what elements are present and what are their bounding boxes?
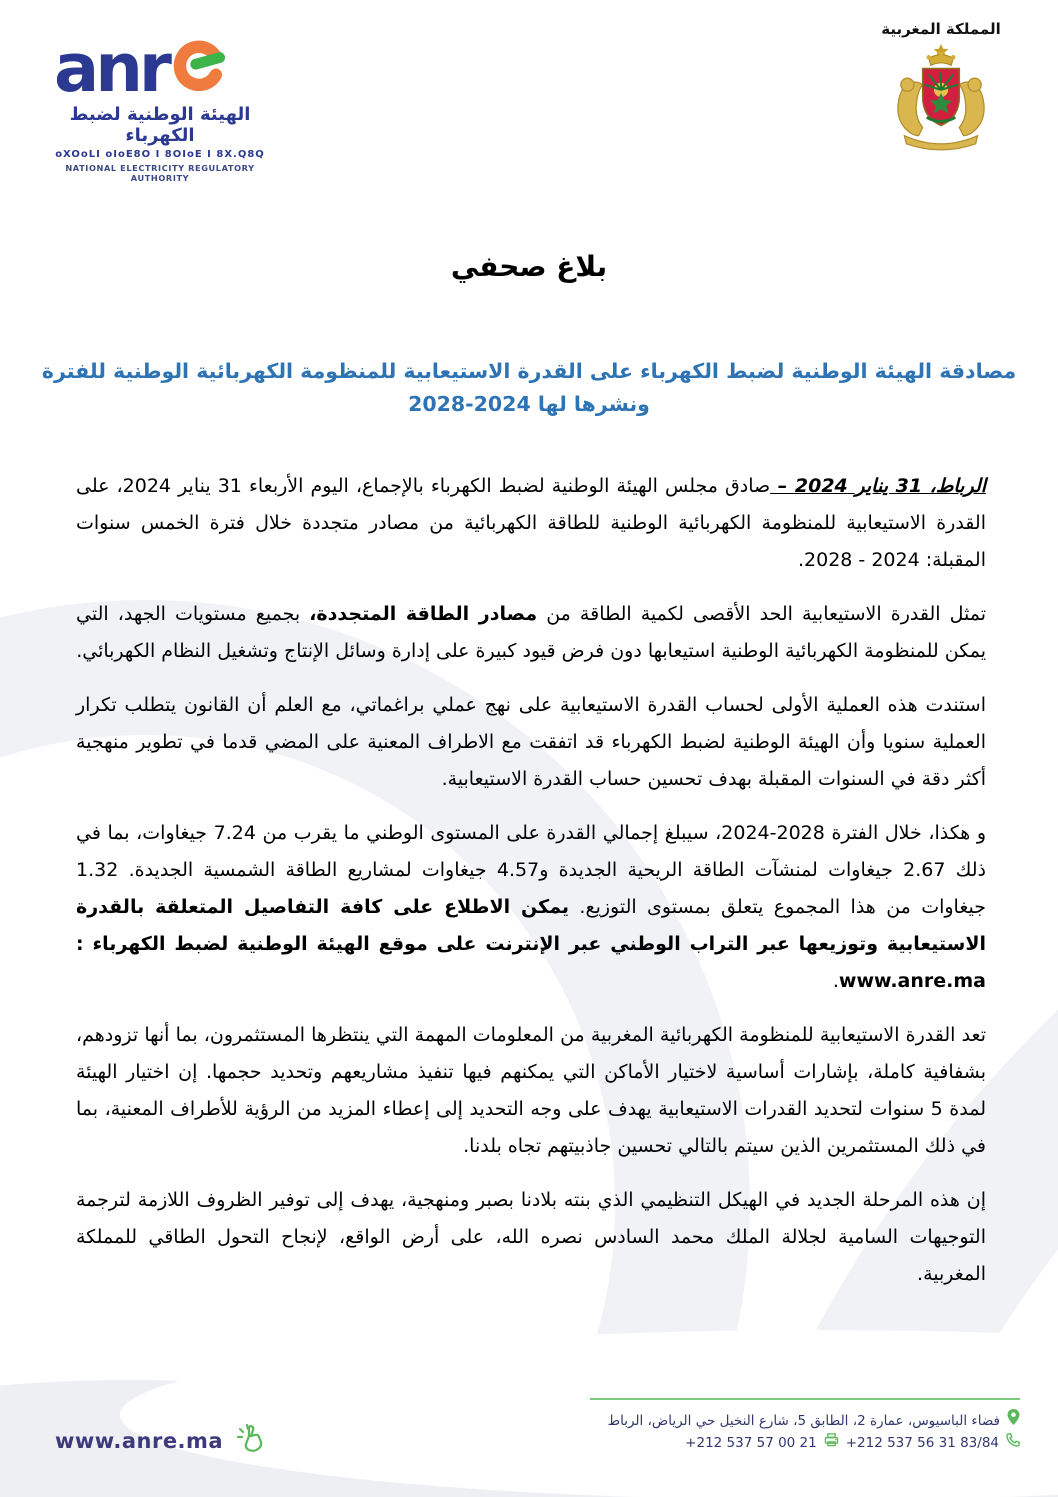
logo-english-name: NATIONAL ELECTRICITY REGULATORY AUTHORITY [65, 163, 255, 183]
paragraph [76, 815, 986, 1000]
phone-icon [1006, 1432, 1020, 1454]
press-subtitle [40, 355, 1018, 421]
footer-contact-block [590, 1398, 1020, 1454]
footer-divider [590, 1398, 1020, 1400]
paragraph-segment: صادق مجلس الهيئة الوطنية لضبط الكهرباء بالإجماع، اليوم الأربعاء 31 يناير 2024، على القدرة الاستيعابية للمنظومة الكهربائية الوطنية للطاقة الكهربائية من مصادر متجددة خلال فترة الخمس سنوات المقبلة: 2024 - 2028. [76, 475, 986, 571]
footer-website-link[interactable]: www.anre.ma [55, 1429, 224, 1453]
subtitle-line-2: 2028-2024 ونشرها لها [408, 392, 650, 416]
kingdom-label: المملكة المغربية [881, 20, 1001, 38]
footer-phone: +212 537 56 31 83/84 [845, 1435, 999, 1451]
logo-wordmark-text: anr [54, 29, 168, 107]
click-hand-icon [235, 1422, 269, 1460]
paragraph-segment: الرباط، 31 يناير 2024 – [770, 475, 987, 497]
paragraph-segment: تعد القدرة الاستيعابية للمنظومة الكهربائية المغربية من المعلومات المهمة التي ينتظرها المستثمرون، بما أنها تزودهم، بشفافية كاملة، بإشارات أساسية لاختيار الأماكن التي يمكنهم فيها تنفيذ مشاريعهم وتحديد حجمها. إن اختيار الهيئة لمدة 5 سنوات لتحديد القدرات الاستيعابية يهدف على وجه التحديد إلى إعطاء المزيد من الرؤية للأطراف المعنية، بما في ذلك المستثمرين الذين سيتم بالتالي تحسين جاذبيتهم تجاه بلدنا. [76, 1024, 986, 1157]
location-pin-icon [1007, 1409, 1020, 1432]
page-title: بلاغ صحفي [450, 250, 608, 283]
paragraph-segment: مصادر الطاقة المتجددة، [309, 603, 538, 625]
logo-wordmark [54, 29, 284, 107]
paragraph-segment: إن هذه المرحلة الجديد في الهيكل التنظيمي الذي بنته بلادنا بصبر ومنهجية، يهدف إلى توفير الظروف اللازمة لترجمة التوجيهات السامية لجلالة الملك محمد السادس نصره الله، على أرض الواقع، لإنجاح التحول الطاقي للمملكة المغربية. [76, 1189, 986, 1285]
coat-of-arms [889, 139, 993, 158]
paragraph-segment: و هكذا، خلال الفترة 2028-2024، سيبلغ إجمالي القدرة على المستوى الوطني ما يقرب من 7.24 جيغاوات، بما في ذلك 2.67 جيغاوات لمنشآت الطاقة الريحية الجديدة و4.57 جيغاوات لمشاريع الطاقة الشمسية الجديدة. 1.32 جيغاوات من هذا المجموع يتعلق بمستوى التوزيع. [76, 822, 987, 918]
paragraph [76, 596, 986, 670]
fax-icon [824, 1432, 839, 1454]
paragraph-segment: يمكن الاطلاع على كافة التفاصيل المتعلقة بالقدرة الاستيعابية وتوزيعها عبر التراب الوطني عبر الإنترنت على موقع الهيئة الوطنية لضبط الكهرباء : www.anre.ma [76, 896, 986, 992]
logo-tifinagh-name: oXOoLI oIoE8O I 8OIoE I 8X.Q8Q [55, 149, 265, 160]
paragraph-segment: تمثل القدرة الاستيعابية الحد الأقصى لكمية الطاقة من [537, 603, 987, 625]
paragraph [76, 1182, 986, 1293]
paragraph [76, 468, 986, 579]
paragraph [76, 687, 986, 798]
anre-logo [54, 29, 284, 183]
paragraph-segment: استندت هذه العملية الأولى لحساب القدرة الاستيعابية على نهج عملي براغماتي، مع العلم أن القانون يتطلب تكرار العملية سنويا وأن الهيئة الوطنية لضبط الكهرباء قد اتفقت مع الاطراف المعنية على المضي قدما في تطوير منهجية أكثر دقة في السنوات المقبلة بهدف تحسين حساب القدرة الاستيعابية. [76, 694, 986, 790]
logo-arabic-name: الهيئة الوطنية لضبط الكهرباء [69, 104, 251, 146]
paragraph-segment: بجميع مستويات الجهد، التي يمكن للمنظومة الكهربائية الوطنية استيعابها دون فرض قيود كبيرة على إدارة وسائل الإنتاج وتشغيل النظام الكهربائي. [76, 603, 986, 662]
footer-address-row [590, 1409, 1020, 1432]
subtitle-line-1: مصادقة الهيئة الوطنية لضبط الكهرباء على القدرة الاستيعابية للمنظومة الكهربائية الوطنية للفترة [41, 359, 1017, 383]
paragraph-segment: . [832, 970, 839, 992]
footer-fax: +212 537 57 00 21 [685, 1435, 817, 1451]
press-body [76, 468, 986, 1310]
footer-address: فضاء الباسيوس، عمارة 2، الطابق 5، شارع النخيل حي الرياض، الرباط [607, 1412, 1000, 1429]
footer-phone-row [590, 1432, 1020, 1454]
kingdom-block [876, 20, 1006, 158]
logo-e-mark-icon [170, 36, 228, 98]
paragraph [76, 1017, 986, 1165]
footer-website-row [55, 1422, 269, 1460]
